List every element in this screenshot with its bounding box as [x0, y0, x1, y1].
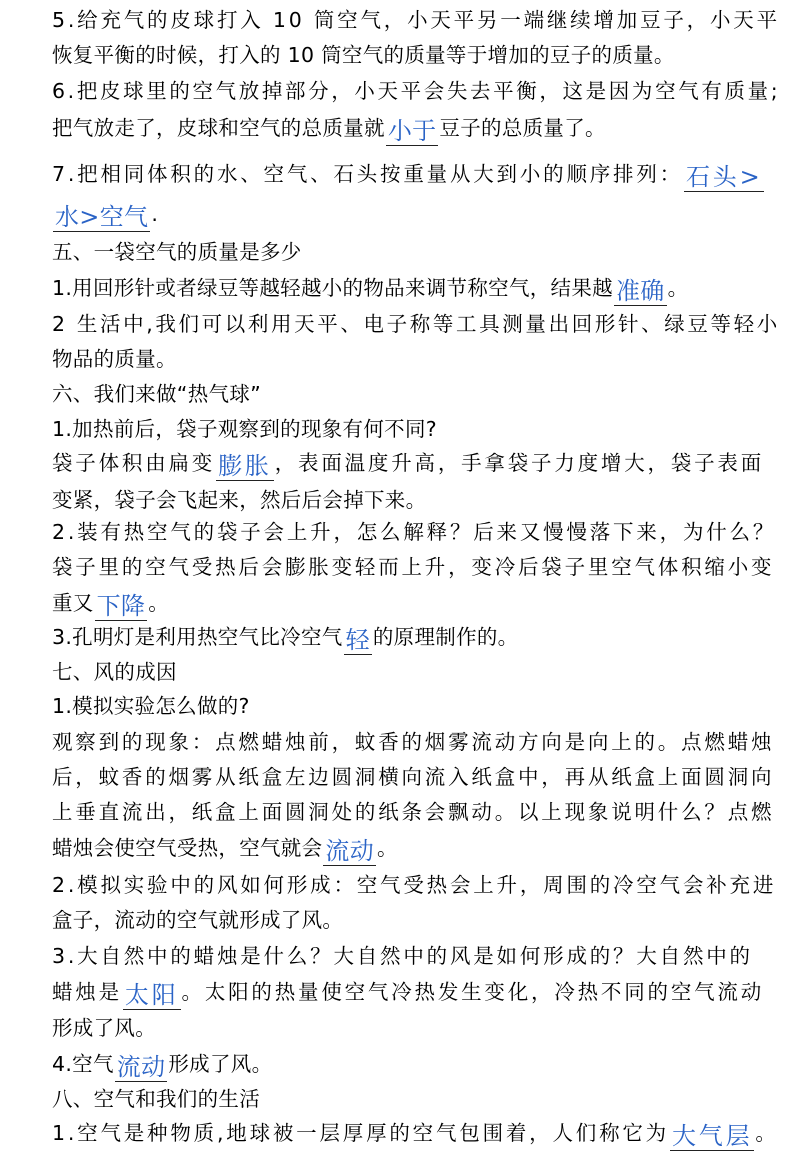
text-line — [52, 240, 302, 264]
handwritten-answer: 流动 — [325, 837, 375, 865]
text-line — [52, 43, 675, 67]
text-line — [52, 1052, 272, 1082]
line-text: 蜡烛会使空气受热，空气就会 — [52, 836, 323, 860]
line-text: 。 — [667, 276, 689, 300]
line-text: 五、一袋空气的质量是多少 — [52, 240, 302, 264]
line-text: 7.把相同体积的水、空气、石头按重量从大到小的顺序排列： — [52, 162, 683, 186]
text-line — [52, 908, 343, 932]
line-text: 蜡烛是 — [52, 980, 122, 1004]
handwritten-answer: 水>空气 — [55, 203, 149, 231]
text-line — [52, 79, 780, 103]
line-text: 1.空气是种物质,地球被一层厚厚的空气包围着，人们称它为 — [52, 1121, 669, 1145]
text-line — [52, 873, 776, 897]
text-line — [52, 312, 780, 336]
text-line — [52, 555, 774, 579]
line-text: 恢复平衡的时候，打入的 10 筒空气的质量等于增加的豆子的质量。 — [52, 43, 675, 67]
text-line — [52, 202, 158, 232]
line-text: 4.空气 — [52, 1052, 114, 1076]
text-line — [52, 800, 774, 824]
handwritten-answer: 轻 — [345, 626, 370, 654]
text-line — [52, 488, 426, 512]
text-line — [52, 347, 177, 371]
line-text: 袋子体积由扁变 — [52, 451, 216, 475]
text-line — [52, 451, 764, 481]
text-line — [52, 591, 169, 621]
text-line — [52, 162, 765, 192]
handwritten-answer: 准确 — [615, 277, 665, 305]
text-line — [52, 694, 250, 718]
handwritten-answer: 小于 — [387, 117, 437, 145]
text-line — [52, 1121, 779, 1151]
line-text: 观察到的现象：点燃蜡烛前，蚊香的烟雾流动方向是向上的。点燃蜡烛 — [52, 730, 775, 754]
line-text: 2.装有热空气的袋子会上升，怎么解释？后来又慢慢落下来，为什么？ — [52, 520, 777, 544]
line-text: 2.模拟实验中的风如何形成：空气受热会上升，周围的冷空气会补充进 — [52, 873, 777, 897]
line-text: 重又 — [52, 591, 94, 615]
line-text: 6.把皮球里的空气放掉部分，小天平会失去平衡，这是因为空气有质量; — [52, 79, 781, 103]
text-line — [52, 836, 398, 866]
line-text: 。太阳的热量使空气冷热发生变化，冷热不同的空气流动 — [181, 980, 765, 1004]
text-line — [52, 8, 780, 32]
text-line — [52, 1016, 156, 1040]
line-text: 3.大自然中的蜡烛是什么？大自然中的风是如何形成的？大自然中的 — [52, 944, 753, 968]
line-text: 盒子，流动的空气就形成了风。 — [52, 908, 344, 932]
line-text: 。 — [755, 1121, 779, 1145]
handwritten-answer: 下降 — [96, 592, 146, 620]
line-text: 八、空气和我们的生活 — [52, 1087, 260, 1111]
text-line — [52, 944, 753, 968]
line-text: 3.孔明灯是利用热空气比冷空气 — [52, 625, 343, 649]
line-text: 1.用回形针或者绿豆等越轻越小的物品来调节称空气，结果越 — [52, 276, 613, 300]
text-line — [52, 660, 177, 684]
text-line — [52, 382, 261, 406]
text-line — [52, 765, 774, 789]
handwritten-answer: 石头> — [685, 163, 763, 191]
line-text: 把气放走了，皮球和空气的总质量就 — [52, 116, 385, 140]
text-line — [52, 417, 437, 441]
line-text: 1.模拟实验怎么做的? — [52, 694, 250, 718]
handwritten-answer: 大气层 — [671, 1122, 753, 1150]
text-line — [52, 276, 688, 306]
line-text: 后，蚊香的烟雾从纸盒左边圆洞横向流入纸盒中，再从纸盒上面圆洞向 — [52, 765, 775, 789]
line-text: 的原理制作的。 — [372, 625, 519, 649]
text-line — [52, 116, 606, 146]
line-text: 六、我们来做“热气球” — [52, 382, 262, 406]
line-text: 袋子里的空气受热后会膨胀变轻而上升，变冷后袋子里空气体积缩小变 — [52, 555, 775, 579]
line-text: 物品的质量。 — [52, 347, 177, 371]
text-line — [52, 520, 776, 544]
line-text: 形成了风。 — [168, 1052, 273, 1076]
line-text: 。 — [377, 836, 398, 860]
line-text: 5.给充气的皮球打入 10 筒空气，小天平另一端继续增加豆子，小天平 — [52, 8, 780, 32]
line-text: 七、风的成因 — [52, 660, 177, 684]
handwritten-answer: 膨胀 — [218, 452, 272, 480]
text-line — [52, 980, 764, 1010]
line-text: 变紧，袋子会飞起来，然后后会掉下来。 — [52, 488, 427, 512]
line-text: 1.加热前后，袋子观察到的现象有何不同? — [52, 417, 437, 441]
line-text: 2 生活中,我们可以利用天平、电子称等工具测量出回形针、绿豆等轻小 — [52, 312, 780, 336]
line-text: 。 — [148, 591, 170, 615]
text-line — [52, 1087, 260, 1111]
line-text: 形成了风。 — [52, 1016, 156, 1040]
line-text: . — [151, 202, 159, 226]
line-text: 上垂直流出，纸盒上面圆洞处的纸条会飘动。以上现象说明什么？点燃 — [52, 800, 775, 824]
line-text: 豆子的总质量了。 — [439, 116, 606, 140]
handwritten-answer: 流动 — [116, 1053, 166, 1081]
handwritten-answer: 太阳 — [124, 981, 179, 1009]
line-text: ，表面温度升高，手拿袋子力度增大，袋子表面 — [274, 451, 765, 475]
text-line — [52, 625, 518, 655]
text-line — [52, 730, 774, 754]
